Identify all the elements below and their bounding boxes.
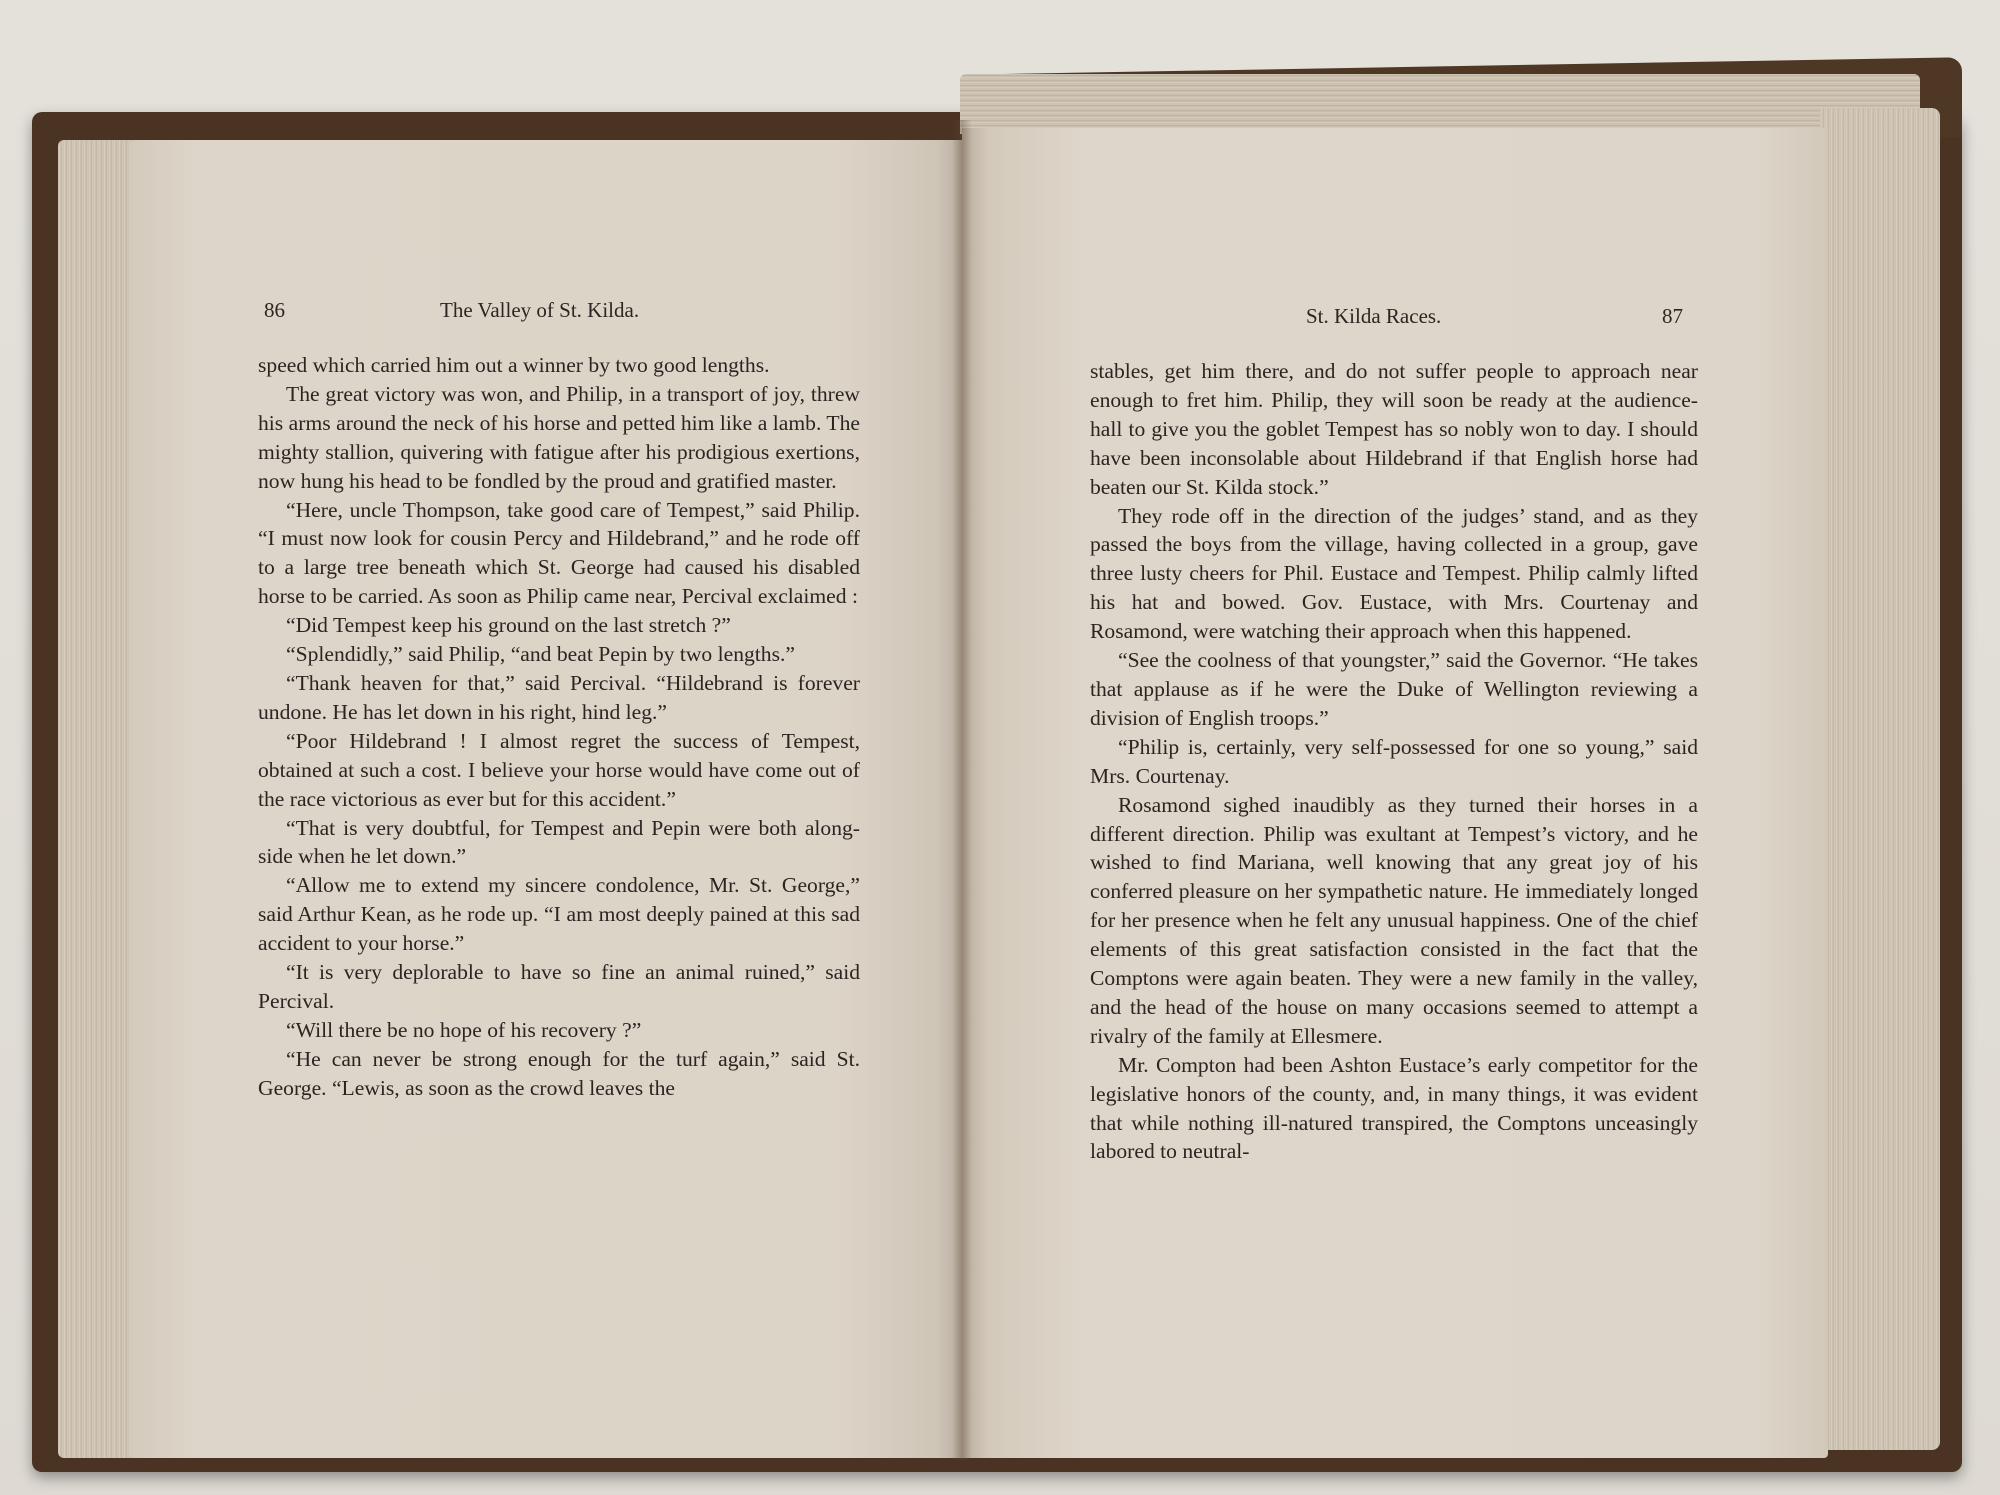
book-gutter	[952, 120, 972, 1460]
paragraph: “Here, uncle Thompson, take good care of Tempest,” said Philip. “I must now look for cousin Percy and Hildebrand,” and he rode off to a large tree beneath which St. George had caused his disabled horse to be carried. As soon as Philip came near, Percival exclaimed :	[258, 497, 860, 609]
paragraph: “Philip is, certainly, very self-possessed for one so young,” said Mrs. Courtenay.	[1090, 734, 1698, 788]
paragraph: “Will there be no hope of his recovery ?”	[286, 1017, 642, 1042]
paragraph: “Did Tempest keep his ground on the last stretch ?”	[286, 613, 731, 638]
paragraph: “It is very deplorable to have so fine an animal ruined,” said Percival.	[258, 960, 860, 1013]
paragraph: “Thank heaven for that,” said Percival. “Hildebrand is forever undone. He has let down in his right, hind leg.”	[258, 670, 860, 724]
paragraph: Mr. Compton had been Ashton Eustace’s early competitor for the legislative honors of the county, and, in many things, it was evident that while nothing ill-natured transpired, the Comptons unceasingly labored to neutral-	[1090, 1052, 1698, 1164]
paragraph: “See the coolness of that youngster,” said the Governor. “He takes that applause as if he were the Duke of Wellington reviewing a division of English troops.”	[1090, 648, 1698, 730]
right-page-text	[1090, 357, 1698, 1166]
right-page-number: 87	[1662, 304, 1683, 328]
paragraph: “Splendidly,” said Philip, “and beat Pepin by two lengths.”	[286, 642, 795, 667]
left-running-title: The Valley of St. Kilda.	[440, 298, 640, 322]
left-page-number: 86	[264, 298, 285, 322]
paragraph: “Allow me to extend my sincere condolence, Mr. St. George,” said Arthur Kean, as he rode up. “I am most deeply pained at this sad accident to your horse.”	[258, 873, 860, 956]
page-stack-left-edge	[58, 140, 138, 1458]
paragraph: They rode off in the direction of the judges’ stand, and as they passed the boys from the village, having collected in a group, gave three lusty cheers for Phil. Eustace and Tempest. Philip calmly lifted his hat and bowed. Gov. Eustace, with Mrs. Courtenay and Rosamond, were watching their approach when this happened.	[1090, 503, 1698, 644]
right-running-title: St. Kilda Races.	[1306, 304, 1442, 328]
paragraph: Rosamond sighed inaudibly as they turned their horses in a different direction. Philip was exultant at Tempest’s victory, and he wished to find Mariana, well knowing that any great joy of his conferred pleasure on her sympathetic nature. He immediately longed for her presence when he felt any unusual happiness. One of the chief elements of this great satisfaction consisted in the fact that the Comptons were again beaten. They were a new family in the valley, and the head of the house on many occasions seemed to attempt a rivalry of the family at Ellesmere.	[1090, 792, 1698, 1048]
paragraph: stables, get him there, and do not suffer people to approach near enough to fret him. Philip, they will soon be ready at the audience-hall to give you the goblet Tempest has so nobly won to day. I should have been inconsolable about Hildebrand if that English horse had beaten our St. Kilda stock.”	[1090, 359, 1698, 499]
paragraph: “Poor Hildebrand ! I almost regret the success of Tempest, obtained at such a cost. I believe your horse would have come out of the race victorious as ever but for this accident.”	[258, 728, 860, 811]
paragraph: The great victory was won, and Philip, in a transport of joy, threw his arms around the neck of his horse and petted him like a lamb. The mighty stallion, quivering with fatigue after his prodigious exertions, now hung his head to be fondled by the proud and gratified master.	[258, 381, 860, 493]
paragraph: “That is very doubtful, for Tempest and Pepin were both along-side when he let down.”	[258, 815, 860, 869]
paragraph: “He can never be strong enough for the turf again,” said St. George. “Lewis, as soon as the crowd leaves the	[258, 1046, 860, 1100]
page-stack-top-edge	[960, 74, 1920, 134]
left-page-text	[258, 351, 860, 1103]
paragraph: speed which carried him out a winner by two good lengths.	[258, 353, 770, 377]
page-stack-right-edge	[1820, 108, 1940, 1450]
